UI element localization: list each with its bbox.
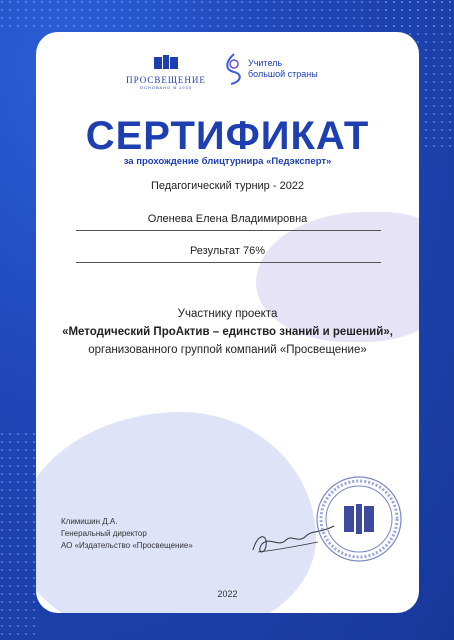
stamp-seal — [314, 474, 404, 564]
signatory-position: Генеральный директор — [61, 529, 147, 538]
book-icon — [151, 54, 181, 70]
result: Результат 76% — [189, 245, 266, 257]
event-name: Педагогический турнир - 2022 — [150, 180, 305, 192]
prosv-name: ПРОСВЕЩЕНИЕ — [126, 75, 206, 85]
name-underline — [76, 230, 381, 231]
prosv-small: ОСНОВАНО В 1930 — [140, 85, 192, 90]
certificate-subtitle: за прохождение блицтурнира «Педэксперт» — [123, 156, 332, 167]
recipient-name: Оленева Елена Владимировна — [147, 213, 308, 225]
teacher-line1: Учитель — [248, 58, 283, 68]
teacher-line2: большой страны — [248, 69, 318, 79]
teacher-swirl-icon — [223, 52, 245, 86]
result-underline — [76, 262, 381, 263]
signatory-name: Климишин Д.А. — [61, 517, 118, 526]
body-text — [36, 305, 419, 359]
prosv-logo — [116, 54, 216, 90]
signatory-org: АО «Издательство «Просвещение» — [61, 541, 193, 550]
body-line2: «Методический ПроАктив – единство знаний и решений», — [62, 326, 393, 338]
certificate-card — [36, 32, 419, 613]
decor-blob — [36, 412, 316, 613]
signatory — [61, 516, 193, 552]
year: 2022 — [217, 589, 238, 599]
body-line1: Участнику проекта — [177, 308, 278, 320]
certificate-title: СЕРТИФИКАТ — [85, 114, 370, 158]
body-line3: организованного группой компаний «Просвещение» — [88, 344, 367, 356]
